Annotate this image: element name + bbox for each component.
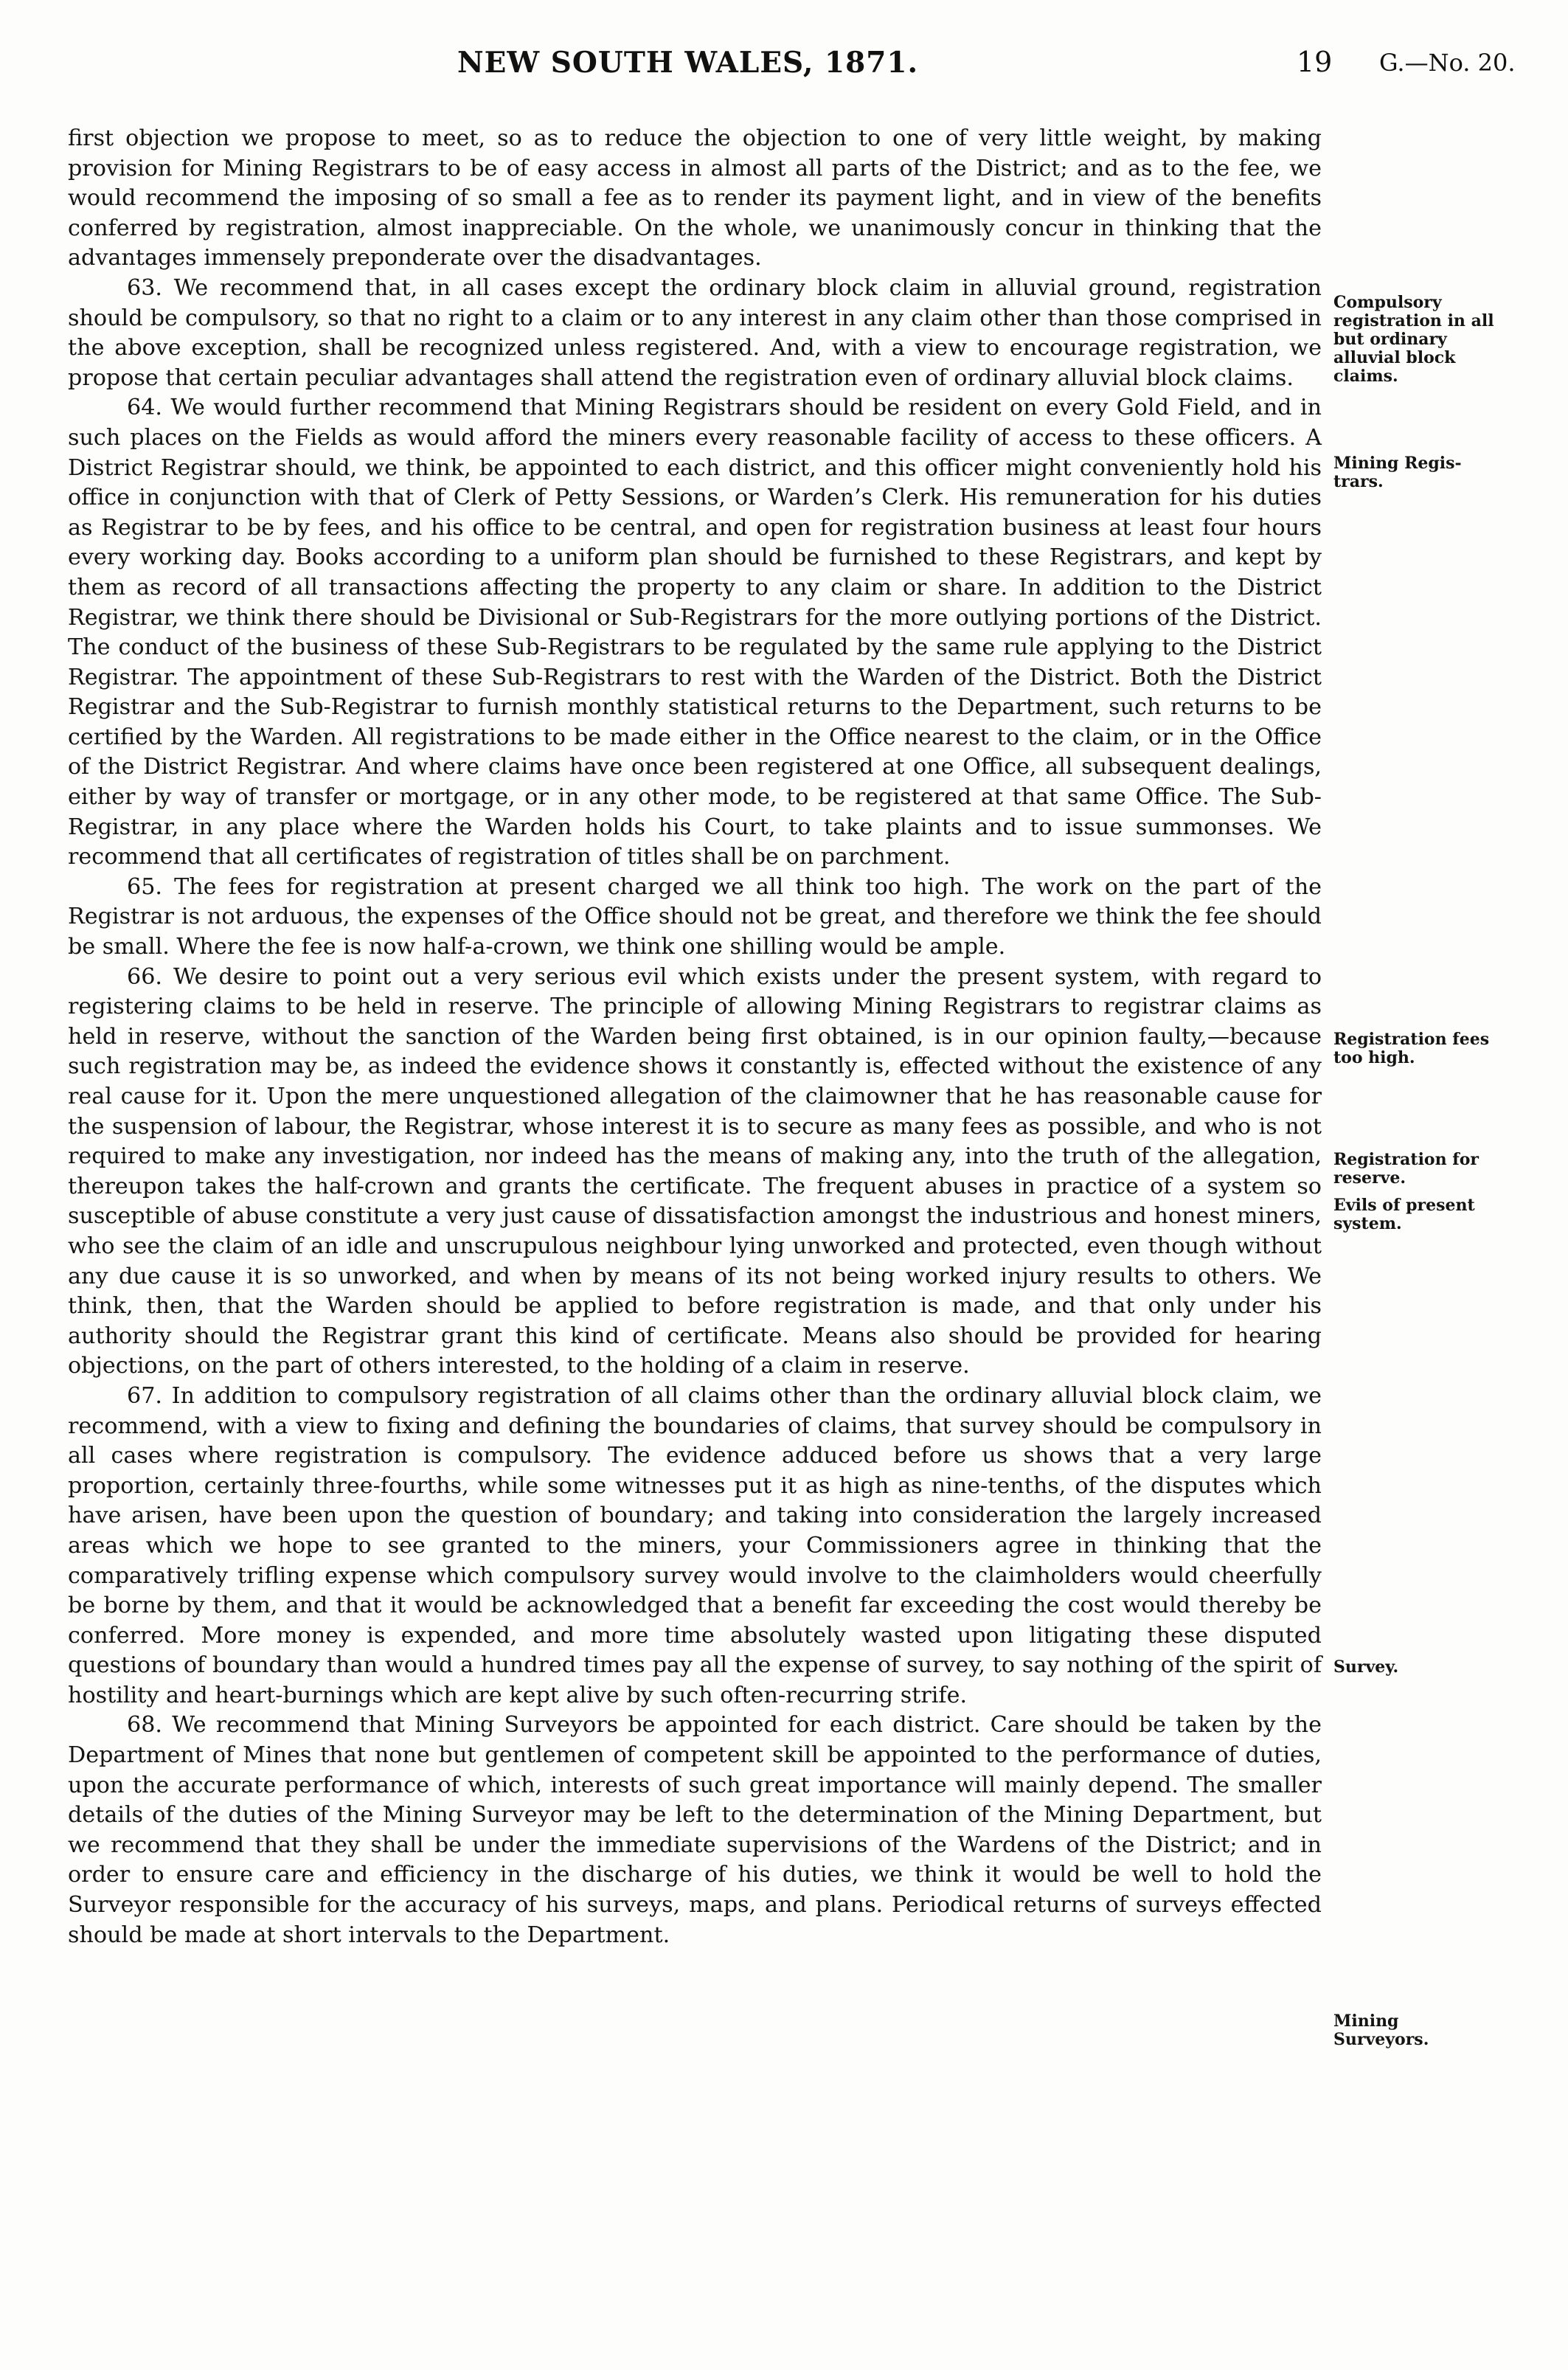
paragraph-63: 63. We recommend that, in all cases except the ordinary block claim in alluvial ground, registration should be compulsory, so that no right to a claim or to any interest in any claim other than those comprised in the above exception, shall be recognized unless registered. And, with a view to encourage registration, we propose that certain peculiar advantages shall attend the registration even of ordinary alluvial block claims.: [68, 274, 1322, 391]
paragraph-continuation: first objection we propose to meet, so as to reduce the objection to one of very little weight, by making provision for Mining Registrars to be of easy access in almost all parts of the District; and as to the fee, we would recommend the imposing of so small a fee as to render its payment light, and in view of the benefits conferred by registration, almost inappreciable. On the whole, we unanimously concur in thinking that the advantages immensely preponderate over the disadvantages.: [68, 125, 1322, 271]
margin-notes: [1333, 0, 1564, 2370]
paragraph-68: 68. We recommend that Mining Surveyors be appointed for each district. Care should be taken by the Department of Mines that none but gentlemen of competent skill be appointed to the performance of duties, upon the accurate performance of which, interests of such great importance will mainly depend. The smaller details of the duties of the Mining Surveyor may be left to the determination of the Mining Department, but we recommend that they shall be under the immediate supervisions of the Wardens of the District; and in order to ensure care and efficiency in the discharge of his duties, we think it would be well to hold the Surveyor responsible for the accuracy of his surveys, maps, and plans. Periodical returns of surveys effected should be made at short intervals to the Department.: [68, 1712, 1322, 1948]
margin-note-evils-present-system: Evils of present system.: [1333, 1196, 1475, 1233]
margin-note-mining-surveyors: Mining Surveyors.: [1333, 2012, 1429, 2049]
margin-note-registration-reserve: Registration for reserve.: [1333, 1150, 1479, 1188]
paragraph-67: 67. In addition to compulsory registration of all claims other than the ordinary alluvial block claim, we recommend, with a view to fixing and defining the boundaries of claims, that survey should be compulsory in all cases where registration is compulsory. The evidence adduced before us shows that a very large proportion, certainly three-fourths, while some witnesses put it as high as nine-tenths, of the disputes which have arisen, have been upon the question of boundary; and taking into consideration the largely increased areas which we hope to see granted to the miners, your Commissioners agree in thinking that the comparatively trifling expense which compulsory survey would involve to the claimholders would cheerfully be borne by them, and that it would be acknowledged that a benefit far exceeding the cost would thereby be conferred. More money is expended, and more time absolutely wasted upon litigating these disputed questions of boundary than would a hundred times pay all the expense of survey, to say nothing of the spirit of hostility and heart-burnings which are kept alive by such often-recurring strife.: [68, 1382, 1322, 1708]
paragraph-66: 66. We desire to point out a very serious evil which exists under the present system, with regard to registering claims to be held in reserve. The principle of allowing Mining Registrars to registrar claims as held in reserve, without the sanction of the Warden being first obtained, is in our opinion faulty,—because such registration may be, as indeed the evidence shows it constantly is, effected without the existence of any real cause for it. Upon the mere unquestioned allegation of the claimowner that he has reasonable cause for the suspension of labour, the Registrar, whose interest it is to secure as many fees as possible, and who is not required to make any investigation, nor indeed has the means of making any, into the truth of the allegation, thereupon takes the half-crown and grants the certificate. The frequent abuses in practice of a system so susceptible of abuse constitute a very just cause of dissatisfaction amongst the industrious and honest miners, who see the claim of an idle and unscrupulous neighbour lying unworked and protected, even though without any due cause it is so unworked, and when by means of its not being worked injury results to others. We think, then, that the Warden should be applied to before registration is made, and that only under his authority should the Registrar grant this kind of certificate. Means also should be provided for hearing objections, on the part of others interested, to the holding of a claim in reserve.: [68, 963, 1322, 1379]
margin-note-survey: Survey.: [1333, 1657, 1399, 1677]
body-text: [68, 124, 1322, 1950]
paragraph-65: 65. The fees for registration at present charged we all think too high. The work on the part of the Registrar is not arduous, the expenses of the Office should not be great, and therefore we think the fee should be small. Where the fee is now half-a-crown, we think one shilling would be ample.: [68, 873, 1322, 960]
margin-note-mining-registrars: Mining Regis- trars.: [1333, 454, 1462, 491]
page-title: NEW SOUTH WALES, 1871.: [457, 46, 919, 80]
margin-note-registration-fees: Registration fees too high.: [1333, 1030, 1490, 1067]
document-reference: G.—No. 20.: [1379, 49, 1516, 77]
margin-note-compulsory-registration: Compulsory registration in all but ordinary alluvial block claims.: [1333, 293, 1494, 386]
page-number: 19: [1297, 46, 1333, 78]
paragraph-64: 64. We would further recommend that Mining Registrars should be resident on every Gold Field, and in such places on the Fields as would afford the miners every reasonable facility of access to these officers. A District Registrar should, we think, be appointed to each district, and this officer might conveniently hold his office in conjunction with that of Clerk of Petty Sessions, or Warden’s Clerk. His remuneration for his duties as Registrar to be by fees, and his office to be central, and open for registration business at least four hours every working day. Books according to a uniform plan should be furnished to these Registrars, and kept by them as record of all transactions affecting the property to any claim or share. In addition to the District Registrar, we think there should be Divisional or Sub-Registrars for the more outlying portions of the District. The conduct of the business of these Sub-Registrars to be regulated by the same rule applying to the District Registrar. The appointment of these Sub-Registrars to rest with the Warden of the District. Both the District Registrar and the Sub-Registrar to furnish monthly statistical returns to the Department, such returns to be certified by the Warden. All registrations to be made either in the Office nearest to the claim, or in the Office of the District Registrar. And where claims have once been registered at one Office, all subsequent dealings, either by way of transfer or mortgage, or in any other mode, to be registered at that same Office. The Sub-Registrar, in any place where the Warden holds his Court, to take plaints and to issue summonses. We recommend that all certificates of registration of titles shall be on parchment.: [68, 395, 1322, 870]
